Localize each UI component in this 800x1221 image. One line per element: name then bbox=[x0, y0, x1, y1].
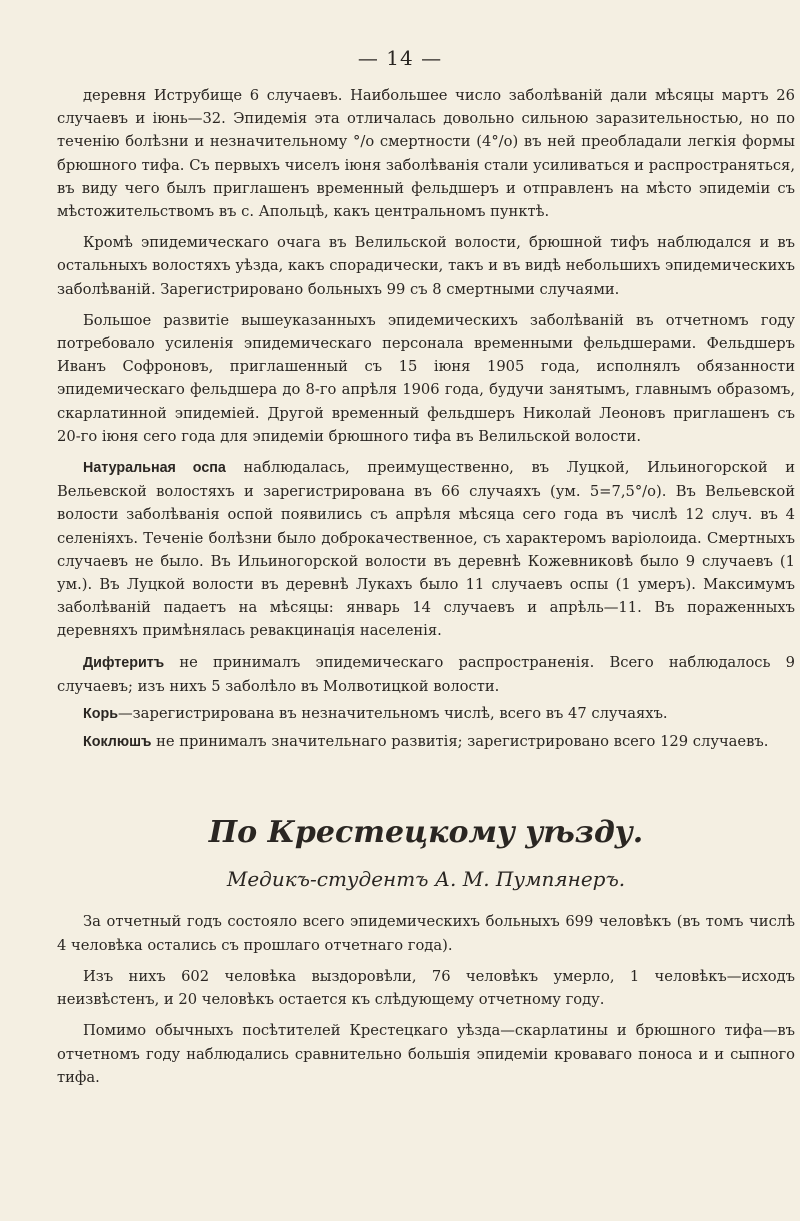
smallpox-text: наблюдалась, преимущественно, въ Луцкой, Ильиногорской и Вельевской волостяхъ и зарегистрирована въ 66 случаяхъ (ум. 5=7,5°/о). Въ Вельевской волости заболѣванія оспой появились съ апрѣля мѣсяца сего года въ числѣ 12 случ. въ 4 селеніяхъ. Теченіе болѣзни было доброкачественное, съ характеромъ варіолоида. Смертныхъ случаевъ не было. Въ Ильиногорской волости въ деревнѣ Кожевниковѣ было 9 случаевъ (1 ум.). Въ Луцкой волости въ деревнѣ Лукахъ было 11 случаевъ оспы (1 умеръ). Максимумъ заболѣваній падаетъ на мѣсяцы: январь 14 случаевъ и апрѣль—11. Въ пораженныхъ деревняхъ примѣнялась ревакцинація населенія. bbox=[57, 459, 796, 640]
paragraph-section-epidemics: Помимо обычныхъ посѣтителей Крестецкаго уѣзда—скарлатины и брюшного тифа—въ отчетномъ году наблюдались сравнительно большія эпидеміи кроваваго поноса и и сыпного тифа. bbox=[57, 1022, 795, 1086]
whooping-cough-text: не принималъ значительнаго развитія; зарегистрировано всего 129 случаевъ. bbox=[151, 733, 769, 751]
smallpox-keyword: Натуральная оспа bbox=[83, 460, 226, 477]
whooping-cough-keyword: Коклюшъ bbox=[83, 734, 152, 751]
page-number: — 14 — bbox=[357, 46, 443, 70]
diphtheria-text: не принималъ эпидемическаго распространенія. Всего наблюдалось 9 случаевъ; изъ нихъ 5 заболѣло въ Молвотицкой волости. bbox=[57, 653, 795, 695]
page-body bbox=[57, 84, 795, 1097]
paragraph-whooping-cough bbox=[57, 730, 795, 754]
measles-text: —зарегистрирована въ незначительномъ числѣ, всего въ 47 случаяхъ. bbox=[117, 705, 668, 723]
paragraph-smallpox bbox=[57, 456, 795, 643]
paragraph-typhoid-other-districts: Кромѣ эпидемическаго очага въ Велильской волости, брюшной тифъ наблюдался и въ остальныхъ волостяхъ уѣзда, какъ спорадически, такъ и въ видѣ небольшихъ эпидемическихъ заболѣваній. Зарегистрировано больныхъ 99 съ 8 смертными случаями. bbox=[57, 234, 795, 298]
paragraph-section-total: За отчетный годъ состояло всего эпидемическихъ больныхъ 699 человѣкъ (въ томъ числѣ 4 человѣка остались съ прошлаго отчетнаго года). bbox=[57, 913, 795, 954]
paragraph-typhoid-epidemic: деревня Иструбище 6 случаевъ. Наибольшее число заболѣваній дали мѣсяцы мартъ 26 случаевъ и іюнь—32. Эпидемія эта отличалась довольно сильною заразительностью, но по теченію болѣзни и незначительному °/о смертности (4°/о) въ ней преобладали легкія формы брюшного тифа. Съ первыхъ чиселъ іюня заболѣванія стали усиливаться и распространяться, въ виду чего былъ приглашенъ временный фельдшеръ и отправленъ на мѣсто эпидеміи съ мѣстожительствомъ въ с. Апольцѣ, какъ центральномъ пунктѣ. bbox=[57, 87, 795, 221]
paragraph-epidemic-staff: Большое развитіе вышеуказанныхъ эпидемическихъ заболѣваній въ отчетномъ году потребовало усиленія эпидемическаго персонала временными фельдшерами. Фельдшеръ Иванъ Софроновъ, приглашенный съ 15 іюня 1905 года, исполнялъ обязанности эпидемическаго фельдшера до 8-го апрѣля 1906 года, будучи занятымъ, главнымъ образомъ, скарлатинной эпидеміей. Другой временный фельдшеръ Николай Леоновъ приглашенъ съ 20-го іюня сего года для эпидеміи брюшного тифа въ Велильской волости. bbox=[57, 311, 795, 445]
paragraph-diphtheria bbox=[57, 651, 795, 698]
paragraph-section-outcomes: Изъ нихъ 602 человѣка выздоровѣли, 76 человѣкъ умерло, 1 человѣкъ—исходъ неизвѣстенъ, и 20 человѣкъ остается къ слѣдующему отчетному году. bbox=[57, 967, 795, 1009]
measles-keyword: Корь bbox=[83, 706, 118, 723]
section-heading: По Крестецкому уѣзду. bbox=[208, 815, 644, 851]
section-author: Медикъ-студентъ А. М. Пумпянеръ. bbox=[226, 867, 626, 892]
diphtheria-keyword: Дифтеритъ bbox=[83, 654, 165, 671]
paragraph-measles bbox=[57, 702, 795, 726]
